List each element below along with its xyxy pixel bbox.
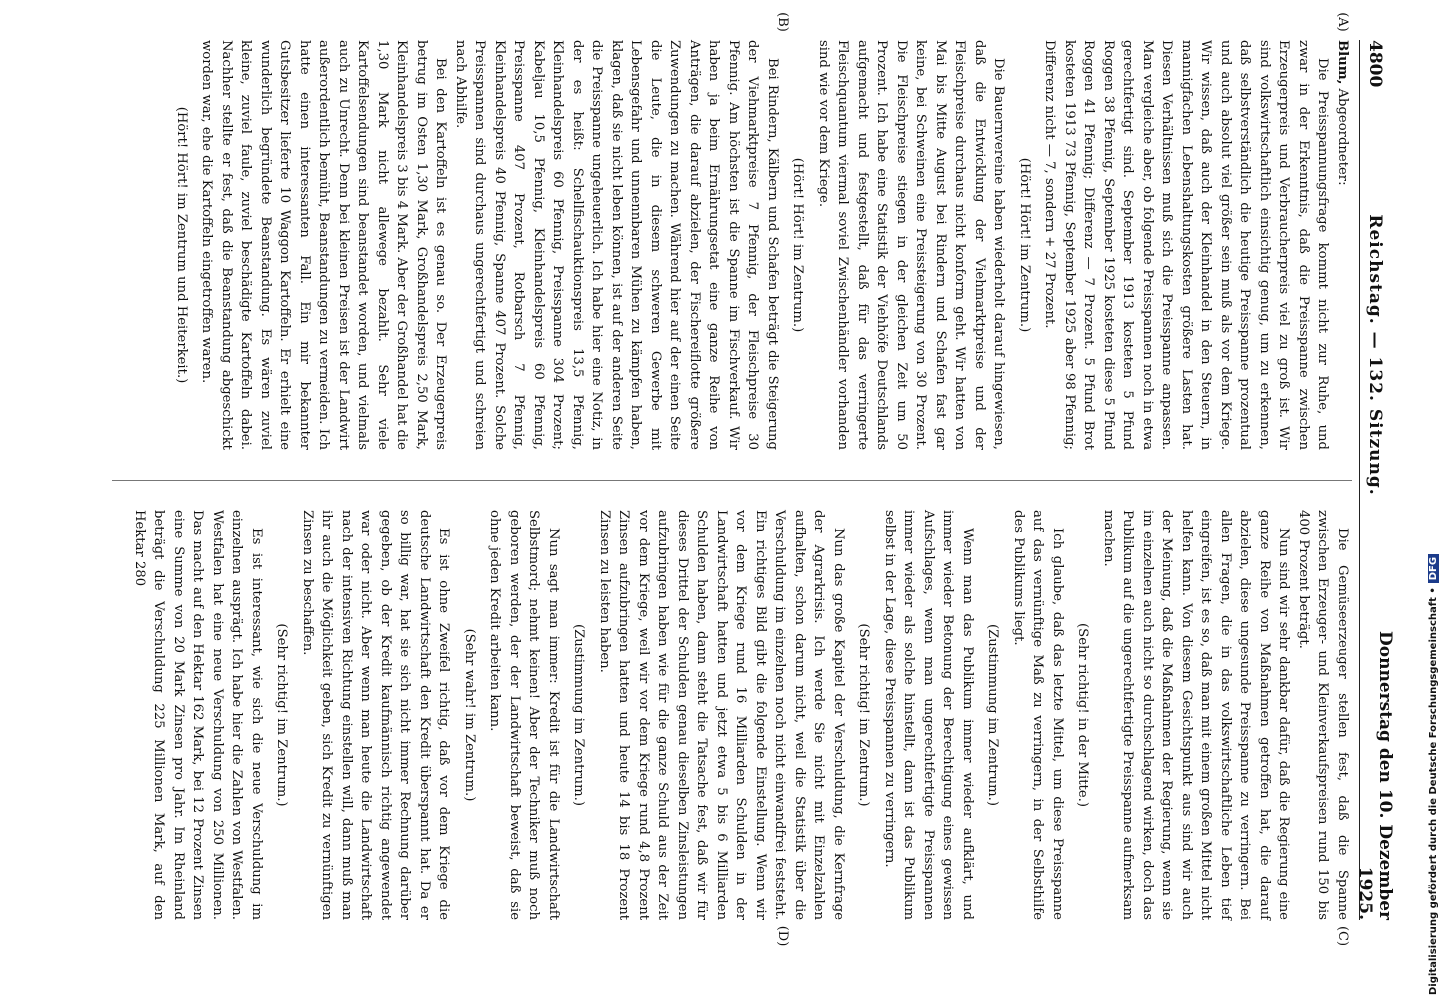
page-content	[90, 12, 1395, 947]
paragraph: Nun das große Kapitel der Verschuldung, die Kernfrage der Agrarkrisis. Ich werde Sie nicht mit Einzelzahlen aufhalten, schon darum nicht, weil die Statistik über die Verschuldung im einzelnen noch nicht einwandfrei feststeht. Ein richtiges Bild gibt die folgende Einstellung. Wenn wir vor dem Kriege rund 16 Milliarden Schulden in der Landwirtschaft hatten und jetzt etwa 5 bis 6 Milliarden Schulden haben, dann steht die Tatsache fest, daß wir für dieses Drittel der Schulden genau dieselben Zinsleistungen aufzubringen haben wie für die ganze Schuld aus der Zeit vor dem Kriege, weil wir vor dem Kriege rund 4,8 Prozent Zinsen aufzubringen hatten und heute 14 bis 18 Prozent Zinsen zu leisten haben.	[597, 510, 846, 920]
dfg-logo: DFG	[1428, 554, 1439, 583]
interjection: (Sehr richtig! im Zentrum.)	[856, 623, 872, 807]
rotated-page	[90, 12, 1395, 947]
paragraph: Es ist ohne Zweifel richtig, daß vor dem Kriege die deutsche Landwirtschaft den Kredit überspannt hat. Da er so billig war, hat sie sich nicht immer Rechnung darüber gegeben, ob der Kredit kaufmännisch richtig angewendet war oder nicht. Aber wenn man heute die Landwirtschaft nach der intensiven Richtung einstellen will, dann muß man ihr auch die Möglichkeit geben, sich Kredit zu vernünftigen Zinsen zu beschaffen.	[300, 510, 452, 920]
page-number: 4800	[1365, 40, 1385, 88]
margin-marker-a: (A)	[1335, 12, 1350, 32]
margin-marker-c: (C)	[1335, 925, 1350, 947]
page-header	[1355, 40, 1395, 920]
paragraph: Die Bauernvereine haben wiederholt darauf hingewiesen, daß die Entwicklung der Viehmarktpreise und der Fleischpreise durchaus nicht konform geht. Wir hatten von Mai bis Mitte August bei Rindern und Schafen fast gar keine, bei Schweinen eine Preissteigerung von 30 Prozent. Die Fleischpreise stiegen in der gleichen Zeit um 50 Prozent. Ich habe eine Statistik der Viehhöfe Deutschlands aufgemacht und festgestellt, daß für das verringerte Fleischquantum viermal soviel Zwischenhändler vorhanden sind wie vor dem Kriege.	[816, 40, 1007, 450]
margin-marker-b: (B)	[775, 12, 790, 32]
interjection: (Zustimmung im Zentrum.)	[985, 623, 1001, 807]
column-divider	[112, 480, 1352, 481]
paragraph: Bei den Kartoffeln ist es genau so. Der Erzeugerpreis betrug im Osten 1,30 Mark, Großhandelspreis 2,50 Mark, Kleinhandelspreis 3 bis 4 Mark. Aber der Großhandel hat die 1,30 Mark nicht allewege bezahlt. Sehr viele Kartoffelsendungen sind beanstandet worden, und vielmals auch zu Unrecht. Denn bei kleinen Preisen ist der Landwirt außerordentlich bemüht, Beanstandungen zu vermeiden. Ich hatte einen interessanten Fall. Ein mir bekannter Gutsbesitzer lieferte 10 Waggon Kartoffeln. Er erhielt eine wunderlich begründete Beanstandung. Es wären zuviel kleine, zuviel faule, zuviel beschädigte Kartoffeln dabei. Nachher stellte er fest, daß die Beanstandung abgeschickt worden war, ehe die Kartoffeln eingetroffen waren.	[199, 40, 449, 450]
session-title: Reichstag. — 132. Sitzung.	[1365, 214, 1385, 496]
speaker-name: Blum,	[1335, 40, 1350, 85]
credit-text: Digitalisierung gefördert durch die Deutsche Forschungsgemeinschaft •	[1428, 587, 1439, 995]
paragraph: Es ist interessant, wie sich die neue Verschuldung im einzelnen ausprägt. Ich habe hier die Zahlen von Westfalen. Westfalen hat eine neue Verschuldung von 250 Millionen. Das macht auf den Hektar 162 Mark, bei 12 Prozent Zinsen eine Summe von 20 Mark Zinsen pro Jahr. Im Rheinland beträgt die Verschuldung 225 Millionen Mark, auf den Hektar 280	[132, 510, 264, 920]
interjection: (Hört! Hört! im Zentrum und Heiterkeit.)	[174, 106, 189, 384]
paragraph: Wenn man das Publikum immer wieder aufklärt, und immer wieder Betonung der Berechtigung eines gewissen Aufschlages, wenn man ungerechtfertigte Preisspannen immer wieder als solche hinstellt, dann ist das Publikum selbst in der Lage, diese Preisspannen zu verringern.	[882, 510, 975, 920]
session-date: Donnerstag den 10. Dezember 1925.	[1355, 631, 1395, 920]
digitization-credit	[1428, 5, 1439, 995]
speaker-line	[1333, 40, 1353, 450]
left-column	[166, 40, 1353, 450]
paragraph: Nun sind wir sehr dankbar dafür, daß die Regierung eine ganze Reihe von Maßnahmen getroffen hat, die darauf abzielen, diese ungesunde Preisspanne zu verringern. Bei allen Fragen, die in das volkswirtschaftliche Leben tief eingreifen, ist es so, daß man mit einem großen Mittel nicht helfen kann. Von diesem Gesichtspunkt aus sind wir auch der Meinung, daß die Maßnahmen der Regierung, wenn sie im einzelnen auch nicht so durchschlagend wirken, doch das Publikum auf die ungerechtfertigte Preisspanne aufmerksam machen.	[1101, 510, 1292, 920]
speaker-role: Abgeordneter:	[1335, 88, 1350, 186]
paragraph: Die Preisspannungsfrage kommt nicht zur Ruhe, und zwar in der Erkenntnis, daß die Preisspanne zwischen Erzeugerpreis und Verbraucherpreis viel zu groß ist. Wir sind volkswirtschaftlich einsichtig genug, um zu erkennen, daß selbstverständlich die heutige Preisspanne prozentual und auch absolut viel größer sein muß als vor dem Kriege. Wir wissen, daß auch der Kleinhandel in den Steuern, in mannigfachen Lebenshaltungskosten größere Lasten hat. Diesen Verhältnissen muß sich die Preisspanne anpassen. Man vergleiche aber, ob folgende Preisspannen noch in etwa gerechtfertigt sind. September 1913 kosteten 5 Pfund Roggen 38 Pfennig, September 1925 kosteten diese 5 Pfund Roggen 41 Pfennig; Differenz — 7 Prozent. 5 Pfund Brot kosteten 1913 73 Pfennig, September 1925 aber 98 Pfennig; Differenz nicht — 7, sondern + 27 Prozent.	[1042, 40, 1331, 450]
interjection: (Sehr richtig! in der Mitte.)	[1075, 623, 1091, 807]
paragraph: Die Gemüseerzeuger stellen fest, daß die Spanne zwischen Erzeuger- und Kleinverkaufspreisen rund 150 bis 400 Prozent beträgt.	[1296, 510, 1350, 920]
right-column	[130, 510, 1353, 920]
interjection: (Sehr richtig! im Zentrum.)	[274, 623, 290, 807]
digitization-sidebar	[1408, 0, 1439, 1000]
margin-marker-d: (D)	[775, 925, 790, 947]
interjection: (Hört! Hört! im Zentrum.)	[790, 157, 806, 333]
paragraph: Nun sagt man immer: Kredit ist für die Landwirtschaft Selbstmord; nehmt keinen! Aber der Techniker muß noch geboren werden, der der Landwirtschaft beweist, daß sie ohne jeden Kredit arbeiten kann.	[487, 510, 561, 920]
paragraph: Bei Rindern, Kälbern und Schafen beträgt die Steigerung der Viehmarktpreise 7 Pfennig, der Fleischpreise 30 Pfennig. Am höchsten ist die Spanne im Fischverkauf. Wir haben ja beim Ernährungsetat eine ganze Reihe von Anträgen, die darauf abzielen, der Fischereiflotte größere Zuwendungen zu machen. Während hier auf der einen Seite die Leute, die in diesem schweren Gewerbe mit Lebensgefahr und unnennbaren Mühen zu kämpfen haben, klagen, daß sie nicht leben können, ist auf der anderen Seite die Preisspanne ungeheuerlich. Ich habe hier eine Notiz, in der es heißt: Schellfischauktionspreis 13,5 Pfennig, Kleinhandelspreis 60 Pfennig, Preisspanne 304 Prozent; Kabeljau 10,5 Pfennig, Kleinhandelspreis 60 Pfennig, Preisspanne 407 Prozent, Rotbarsch 7 Pfennig, Kleinhandelspreis 40 Pfennig, Spanne 407 Prozent. Solche Preisspannen sind durchaus ungerechtfertigt und schreien nach Abhilfe.	[453, 40, 780, 450]
interjection: (Zustimmung im Zentrum.)	[571, 623, 587, 807]
interjection: (Sehr wahr! im Zentrum.)	[462, 628, 477, 802]
paragraph: Ich glaube, daß das letzte Mittel, um diese Preisspanne auf das vernünftige Maß zu verringern, in der Selbsthilfe des Publikums liegt.	[1011, 510, 1065, 920]
interjection: (Hört! Hört! im Zentrum.)	[1017, 157, 1032, 333]
